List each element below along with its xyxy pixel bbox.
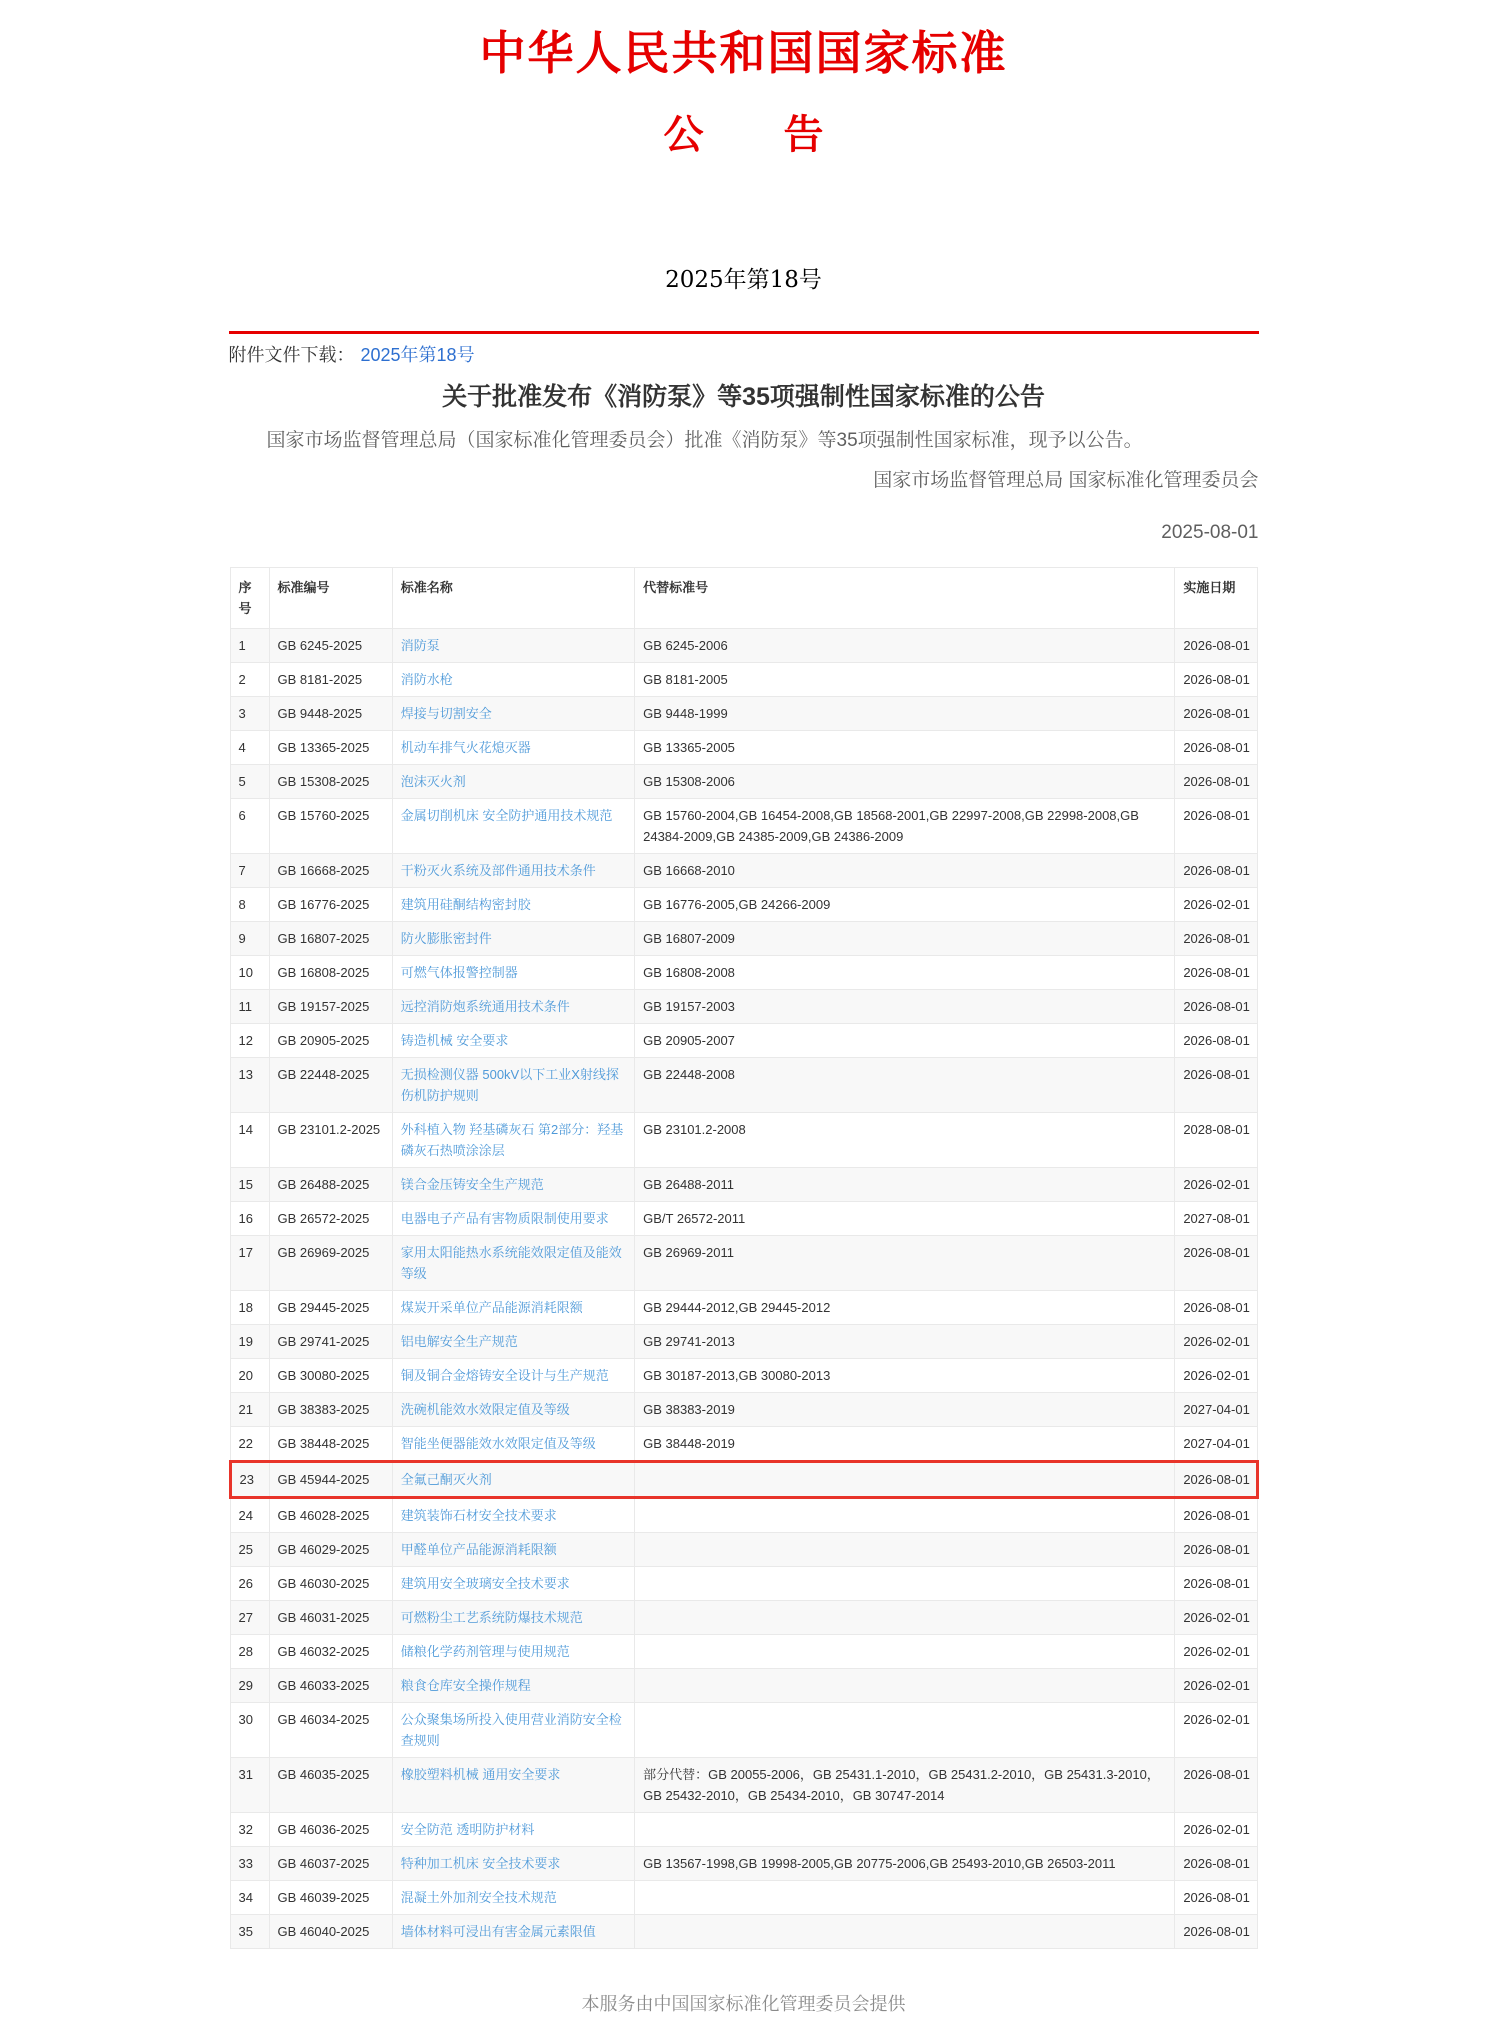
table-row <box>230 1168 1257 1202</box>
cell-standard-name <box>392 1291 634 1325</box>
cell-replaced-standards: GB 20905-2007 <box>635 1024 1175 1058</box>
cell-replaced-standards: GB 26488-2011 <box>635 1168 1175 1202</box>
cell-implementation-date: 2026-08-01 <box>1175 731 1257 765</box>
cell-standard-code: GB 15760-2025 <box>269 799 392 854</box>
cell-seq-number: 24 <box>230 1498 269 1533</box>
cell-standard-name <box>392 854 634 888</box>
standard-name-link[interactable]: 金属切削机床 安全防护通用技术规范 <box>400 808 613 823</box>
table-row <box>230 1915 1257 1949</box>
table-row <box>230 1601 1257 1635</box>
cell-standard-code: GB 26969-2025 <box>269 1236 392 1291</box>
table-row <box>230 1635 1257 1669</box>
cell-seq-number: 21 <box>230 1393 269 1427</box>
table-row <box>230 629 1257 663</box>
cell-standard-code: GB 38448-2025 <box>269 1427 392 1462</box>
cell-replaced-standards: GB 22448-2008 <box>635 1058 1175 1113</box>
announcement-date: 2025-08-01 <box>1161 522 1259 543</box>
column-header: 序号 <box>230 568 269 629</box>
cell-replaced-standards <box>635 1462 1175 1498</box>
cell-implementation-date: 2026-08-01 <box>1175 1058 1257 1113</box>
standard-name-link[interactable]: 电器电子产品有害物质限制使用要求 <box>400 1211 609 1226</box>
standard-name-link[interactable]: 干粉灭火系统及部件通用技术条件 <box>400 863 596 878</box>
cell-implementation-date: 2026-08-01 <box>1175 663 1257 697</box>
cell-replaced-standards <box>635 1498 1175 1533</box>
cell-replaced-standards: GB 38383-2019 <box>635 1393 1175 1427</box>
cell-seq-number: 17 <box>230 1236 269 1291</box>
cell-implementation-date: 2026-08-01 <box>1175 1462 1257 1498</box>
cell-standard-code: GB 8181-2025 <box>269 663 392 697</box>
announcement-body: 国家市场监督管理总局（国家标准化管理委员会）批准《消防泵》等35项强制性国家标准，现予以公告。 <box>266 430 1143 451</box>
cell-replaced-standards: GB 30187-2013,GB 30080-2013 <box>635 1359 1175 1393</box>
cell-seq-number: 20 <box>230 1359 269 1393</box>
cell-standard-code: GB 46030-2025 <box>269 1567 392 1601</box>
cell-seq-number: 34 <box>230 1881 269 1915</box>
cell-replaced-standards: GB 16668-2010 <box>635 854 1175 888</box>
table-row <box>230 1758 1257 1813</box>
standard-name-link[interactable]: 铸造机械 安全要求 <box>400 1033 509 1048</box>
cell-replaced-standards: GB 16807-2009 <box>635 922 1175 956</box>
cell-implementation-date: 2026-08-01 <box>1175 1847 1257 1881</box>
issue-number: 2025年第18号 <box>665 267 822 293</box>
column-header: 实施日期 <box>1175 568 1257 629</box>
cell-standard-name <box>392 1024 634 1058</box>
cell-replaced-standards <box>635 1601 1175 1635</box>
table-row <box>230 1024 1257 1058</box>
announcement-heading: 关于批准发布《消防泵》等35项强制性国家标准的公告 <box>442 383 1045 411</box>
cell-standard-name <box>392 888 634 922</box>
cell-standard-code: GB 23101.2-2025 <box>269 1113 392 1168</box>
cell-standard-code: GB 16668-2025 <box>269 854 392 888</box>
attachment-row <box>229 343 1259 367</box>
standard-name-link[interactable]: 橡胶塑料机械 通用安全要求 <box>400 1767 561 1782</box>
cell-implementation-date: 2026-08-01 <box>1175 1291 1257 1325</box>
cell-replaced-standards <box>635 1669 1175 1703</box>
cell-implementation-date: 2027-08-01 <box>1175 1202 1257 1236</box>
cell-seq-number: 26 <box>230 1567 269 1601</box>
standard-name-link[interactable]: 铝电解安全生产规范 <box>400 1334 518 1349</box>
red-divider <box>229 331 1259 334</box>
cell-seq-number: 9 <box>230 922 269 956</box>
table-row <box>230 1498 1257 1533</box>
cell-replaced-standards: GB 38448-2019 <box>635 1427 1175 1462</box>
cell-implementation-date: 2026-02-01 <box>1175 1168 1257 1202</box>
cell-standard-code: GB 16807-2025 <box>269 922 392 956</box>
cell-implementation-date: 2026-08-01 <box>1175 1915 1257 1949</box>
cell-standard-name <box>392 1359 634 1393</box>
cell-seq-number: 6 <box>230 799 269 854</box>
cell-standard-name <box>392 1635 634 1669</box>
cell-standard-name <box>392 765 634 799</box>
cell-seq-number: 7 <box>230 854 269 888</box>
cell-seq-number: 8 <box>230 888 269 922</box>
cell-implementation-date: 2026-02-01 <box>1175 1601 1257 1635</box>
table-row <box>230 1325 1257 1359</box>
cell-replaced-standards: GB 26969-2011 <box>635 1236 1175 1291</box>
standard-name-link[interactable]: 消防泵 <box>400 638 440 653</box>
table-row <box>230 1533 1257 1567</box>
cell-seq-number: 31 <box>230 1758 269 1813</box>
cell-implementation-date: 2026-02-01 <box>1175 1669 1257 1703</box>
standard-name-link[interactable]: 镁合金压铸安全生产规范 <box>400 1177 544 1192</box>
table-row <box>230 1359 1257 1393</box>
cell-implementation-date: 2026-08-01 <box>1175 922 1257 956</box>
table-row <box>230 990 1257 1024</box>
cell-seq-number: 12 <box>230 1024 269 1058</box>
table-row <box>230 1567 1257 1601</box>
table-row <box>230 1113 1257 1168</box>
standard-name-link[interactable]: 消防水枪 <box>400 672 453 687</box>
cell-seq-number: 14 <box>230 1113 269 1168</box>
cell-replaced-standards: GB 15760-2004,GB 16454-2008,GB 18568-2001,GB 22997-2008,GB 22998-2008,GB 24384-2009,GB 24385-2009,GB 24386-2009 <box>635 799 1175 854</box>
cell-standard-name <box>392 922 634 956</box>
cell-seq-number: 1 <box>230 629 269 663</box>
table-row <box>230 1058 1257 1113</box>
standard-name-link[interactable]: 外科植入物 羟基磷灰石 第2部分：羟基磷灰石热喷涂涂层 <box>400 1122 624 1158</box>
cell-seq-number: 28 <box>230 1635 269 1669</box>
standard-name-link[interactable]: 可燃粉尘工艺系统防爆技术规范 <box>400 1610 583 1625</box>
table-row <box>230 765 1257 799</box>
cell-implementation-date: 2026-08-01 <box>1175 1498 1257 1533</box>
standard-name-link[interactable]: 远控消防炮系统通用技术条件 <box>400 999 570 1014</box>
cell-standard-code: GB 46034-2025 <box>269 1703 392 1758</box>
column-header: 代替标准号 <box>635 568 1175 629</box>
cell-seq-number: 15 <box>230 1168 269 1202</box>
cell-replaced-standards <box>635 1635 1175 1669</box>
standard-name-link[interactable]: 无损检测仪器 500kV以下工业X射线探伤机防护规则 <box>400 1067 619 1103</box>
cell-standard-name <box>392 956 634 990</box>
standard-name-link[interactable]: 安全防范 透明防护材料 <box>400 1822 535 1837</box>
cell-implementation-date: 2026-08-01 <box>1175 1881 1257 1915</box>
cell-standard-code: GB 46037-2025 <box>269 1847 392 1881</box>
standard-name-link[interactable]: 家用太阳能热水系统能效限定值及能效等级 <box>400 1245 622 1281</box>
table-row-highlighted <box>230 1462 1257 1498</box>
cell-seq-number: 19 <box>230 1325 269 1359</box>
cell-standard-name <box>392 1533 634 1567</box>
standard-name-link[interactable]: 煤炭开采单位产品能源消耗限额 <box>400 1300 583 1315</box>
cell-replaced-standards: GB 19157-2003 <box>635 990 1175 1024</box>
table-row <box>230 1291 1257 1325</box>
standard-name-link[interactable]: 建筑用硅酮结构密封胶 <box>400 897 531 912</box>
cell-replaced-standards: GB 13567-1998,GB 19998-2005,GB 20775-2006,GB 25493-2010,GB 26503-2011 <box>635 1847 1175 1881</box>
standards-table <box>229 567 1259 1949</box>
cell-replaced-standards <box>635 1533 1175 1567</box>
table-row <box>230 1847 1257 1881</box>
cell-seq-number: 25 <box>230 1533 269 1567</box>
cell-standard-name <box>392 1236 634 1291</box>
cell-standard-name <box>392 1669 634 1703</box>
table-row <box>230 1236 1257 1291</box>
cell-standard-name <box>392 1168 634 1202</box>
cell-standard-code: GB 22448-2025 <box>269 1058 392 1113</box>
cell-replaced-standards: GB 13365-2005 <box>635 731 1175 765</box>
announcement-signature: 国家市场监督管理总局 国家标准化管理委员会 <box>873 470 1259 491</box>
cell-standard-name <box>392 697 634 731</box>
column-header: 标准编号 <box>269 568 392 629</box>
cell-implementation-date: 2026-08-01 <box>1175 1533 1257 1567</box>
cell-standard-name <box>392 1915 634 1949</box>
cell-standard-name <box>392 799 634 854</box>
cell-standard-code: GB 46039-2025 <box>269 1881 392 1915</box>
cell-standard-code: GB 46040-2025 <box>269 1915 392 1949</box>
cell-standard-name <box>392 1813 634 1847</box>
standard-name-link[interactable]: 粮食仓库安全操作规程 <box>400 1678 531 1693</box>
cell-replaced-standards: GB 15308-2006 <box>635 765 1175 799</box>
standard-name-link[interactable]: 智能坐便器能效水效限定值及等级 <box>400 1436 596 1451</box>
table-row <box>230 1202 1257 1236</box>
standard-name-link[interactable]: 建筑用安全玻璃安全技术要求 <box>400 1576 570 1591</box>
cell-standard-code: GB 46035-2025 <box>269 1758 392 1813</box>
standard-name-link[interactable]: 全氟己酮灭火剂 <box>400 1472 492 1487</box>
cell-standard-code: GB 16808-2025 <box>269 956 392 990</box>
cell-standard-code: GB 46031-2025 <box>269 1601 392 1635</box>
standard-name-link[interactable]: 防火膨胀密封件 <box>400 931 492 946</box>
cell-seq-number: 33 <box>230 1847 269 1881</box>
cell-seq-number: 32 <box>230 1813 269 1847</box>
cell-seq-number: 29 <box>230 1669 269 1703</box>
cell-seq-number: 18 <box>230 1291 269 1325</box>
table-row <box>230 956 1257 990</box>
table-row <box>230 799 1257 854</box>
cell-implementation-date: 2026-08-01 <box>1175 629 1257 663</box>
cell-standard-name <box>392 990 634 1024</box>
cell-standard-code: GB 16776-2025 <box>269 888 392 922</box>
cell-standard-name <box>392 1325 634 1359</box>
table-row <box>230 663 1257 697</box>
cell-standard-name <box>392 1567 634 1601</box>
footer-text: 本服务由中国国家标准化管理委员会提供 <box>581 1994 906 2014</box>
cell-replaced-standards: GB 23101.2-2008 <box>635 1113 1175 1168</box>
cell-seq-number: 3 <box>230 697 269 731</box>
cell-seq-number: 23 <box>230 1462 269 1498</box>
cell-seq-number: 10 <box>230 956 269 990</box>
cell-standard-code: GB 29741-2025 <box>269 1325 392 1359</box>
cell-implementation-date: 2026-08-01 <box>1175 1567 1257 1601</box>
standard-name-link[interactable]: 洗碗机能效水效限定值及等级 <box>400 1402 570 1417</box>
cell-standard-name <box>392 1498 634 1533</box>
cell-standard-code: GB 15308-2025 <box>269 765 392 799</box>
cell-implementation-date: 2026-08-01 <box>1175 1236 1257 1291</box>
cell-implementation-date: 2026-02-01 <box>1175 1635 1257 1669</box>
standard-name-link[interactable]: 泡沫灭火剂 <box>400 774 466 789</box>
attachment-label: 附件文件下载： <box>228 345 355 365</box>
cell-seq-number: 2 <box>230 663 269 697</box>
standard-name-link[interactable]: 可燃气体报警控制器 <box>400 965 518 980</box>
cell-replaced-standards: GB 29741-2013 <box>635 1325 1175 1359</box>
cell-standard-name <box>392 1847 634 1881</box>
cell-standard-name <box>392 731 634 765</box>
standard-name-link[interactable]: 甲醛单位产品能源消耗限额 <box>400 1542 557 1557</box>
cell-seq-number: 5 <box>230 765 269 799</box>
table-row <box>230 1703 1257 1758</box>
cell-standard-code: GB 46032-2025 <box>269 1635 392 1669</box>
cell-replaced-standards: GB 29444-2012,GB 29445-2012 <box>635 1291 1175 1325</box>
standard-name-link[interactable]: 公众聚集场所投入使用营业消防安全检查规则 <box>400 1712 622 1748</box>
cell-standard-name <box>392 1393 634 1427</box>
cell-implementation-date: 2026-02-01 <box>1175 1813 1257 1847</box>
standard-name-link[interactable]: 储粮化学药剂管理与使用规范 <box>400 1644 570 1659</box>
standard-name-link[interactable]: 混凝土外加剂安全技术规范 <box>400 1890 557 1905</box>
table-row <box>230 1427 1257 1462</box>
standard-name-link[interactable]: 特种加工机床 安全技术要求 <box>400 1856 561 1871</box>
cell-seq-number: 13 <box>230 1058 269 1113</box>
table-row <box>230 854 1257 888</box>
cell-standard-code: GB 46036-2025 <box>269 1813 392 1847</box>
cell-standard-name <box>392 1427 634 1462</box>
cell-replaced-standards <box>635 1567 1175 1601</box>
cell-implementation-date: 2028-08-01 <box>1175 1113 1257 1168</box>
cell-implementation-date: 2026-08-01 <box>1175 697 1257 731</box>
cell-replaced-standards: GB 16808-2008 <box>635 956 1175 990</box>
standard-name-link[interactable]: 焊接与切割安全 <box>400 706 492 721</box>
standard-name-link[interactable]: 墙体材料可浸出有害金属元素限值 <box>400 1924 596 1939</box>
cell-implementation-date: 2027-04-01 <box>1175 1393 1257 1427</box>
cell-replaced-standards <box>635 1881 1175 1915</box>
cell-seq-number: 4 <box>230 731 269 765</box>
cell-standard-code: GB 38383-2025 <box>269 1393 392 1427</box>
cell-implementation-date: 2026-08-01 <box>1175 799 1257 854</box>
table-row <box>230 1669 1257 1703</box>
cell-standard-code: GB 13365-2025 <box>269 731 392 765</box>
cell-replaced-standards: GB 9448-1999 <box>635 697 1175 731</box>
cell-standard-name <box>392 1113 634 1168</box>
cell-implementation-date: 2026-08-01 <box>1175 1758 1257 1813</box>
cell-standard-code: GB 29445-2025 <box>269 1291 392 1325</box>
cell-implementation-date: 2026-08-01 <box>1175 854 1257 888</box>
cell-implementation-date: 2026-02-01 <box>1175 1359 1257 1393</box>
cell-replaced-standards <box>635 1703 1175 1758</box>
cell-standard-name <box>392 1058 634 1113</box>
standard-name-link[interactable]: 铜及铜合金熔铸安全设计与生产规范 <box>400 1368 609 1383</box>
cell-implementation-date: 2026-08-01 <box>1175 990 1257 1024</box>
page-subtitle: 公 告 <box>663 111 824 158</box>
cell-standard-code: GB 26488-2025 <box>269 1168 392 1202</box>
cell-standard-name <box>392 1202 634 1236</box>
cell-standard-code: GB 45944-2025 <box>269 1462 392 1498</box>
column-header: 标准名称 <box>392 568 634 629</box>
table-row <box>230 1813 1257 1847</box>
cell-standard-name <box>392 1462 634 1498</box>
attachment-link[interactable]: 2025年第18号 <box>360 345 475 365</box>
cell-implementation-date: 2026-08-01 <box>1175 765 1257 799</box>
cell-standard-name <box>392 1758 634 1813</box>
cell-standard-name <box>392 1881 634 1915</box>
table-row <box>230 1393 1257 1427</box>
cell-standard-code: GB 20905-2025 <box>269 1024 392 1058</box>
cell-standard-code: GB 46028-2025 <box>269 1498 392 1533</box>
cell-seq-number: 11 <box>230 990 269 1024</box>
cell-replaced-standards: GB 16776-2005,GB 24266-2009 <box>635 888 1175 922</box>
table-row <box>230 922 1257 956</box>
cell-standard-code: GB 19157-2025 <box>269 990 392 1024</box>
cell-standard-name <box>392 1601 634 1635</box>
cell-replaced-standards <box>635 1915 1175 1949</box>
cell-seq-number: 27 <box>230 1601 269 1635</box>
table-row <box>230 697 1257 731</box>
cell-replaced-standards: GB 6245-2006 <box>635 629 1175 663</box>
cell-implementation-date: 2026-08-01 <box>1175 956 1257 990</box>
cell-implementation-date: 2026-02-01 <box>1175 888 1257 922</box>
cell-seq-number: 30 <box>230 1703 269 1758</box>
page-title: 中华人民共和国国家标准 <box>479 26 1008 80</box>
cell-implementation-date: 2026-02-01 <box>1175 1703 1257 1758</box>
cell-standard-name <box>392 1703 634 1758</box>
cell-standard-code: GB 30080-2025 <box>269 1359 392 1393</box>
cell-replaced-standards: GB/T 26572-2011 <box>635 1202 1175 1236</box>
cell-standard-name <box>392 663 634 697</box>
cell-standard-code: GB 6245-2025 <box>269 629 392 663</box>
standard-name-link[interactable]: 建筑装饰石材安全技术要求 <box>400 1508 557 1523</box>
cell-implementation-date: 2026-08-01 <box>1175 1024 1257 1058</box>
cell-replaced-standards: 部分代替：GB 20055-2006，GB 25431.1-2010，GB 25431.2-2010，GB 25431.3-2010，GB 25432-2010，GB 25434-2010，GB 30747-2014 <box>635 1758 1175 1813</box>
cell-seq-number: 35 <box>230 1915 269 1949</box>
cell-standard-name <box>392 629 634 663</box>
cell-implementation-date: 2027-04-01 <box>1175 1427 1257 1462</box>
cell-replaced-standards: GB 8181-2005 <box>635 663 1175 697</box>
table-header-row <box>230 568 1257 629</box>
cell-standard-code: GB 26572-2025 <box>269 1202 392 1236</box>
cell-seq-number: 22 <box>230 1427 269 1462</box>
table-row <box>230 1881 1257 1915</box>
cell-implementation-date: 2026-02-01 <box>1175 1325 1257 1359</box>
cell-standard-code: GB 46033-2025 <box>269 1669 392 1703</box>
cell-standard-code: GB 9448-2025 <box>269 697 392 731</box>
cell-seq-number: 16 <box>230 1202 269 1236</box>
cell-replaced-standards <box>635 1813 1175 1847</box>
standard-name-link[interactable]: 机动车排气火花熄灭器 <box>400 740 531 755</box>
table-row <box>230 731 1257 765</box>
table-row <box>230 888 1257 922</box>
page-container <box>229 0 1259 2043</box>
cell-standard-code: GB 46029-2025 <box>269 1533 392 1567</box>
